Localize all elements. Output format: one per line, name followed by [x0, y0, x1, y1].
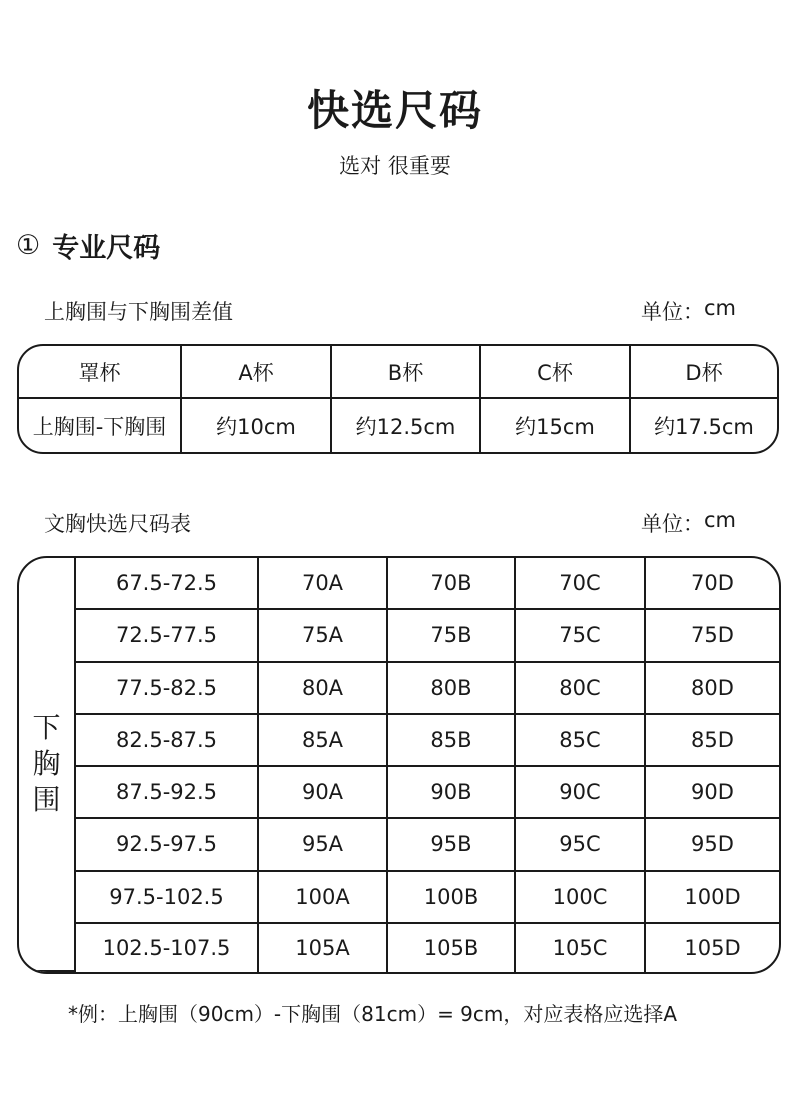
- size-cell: 100A: [259, 872, 388, 924]
- size-cell: 70C: [516, 558, 646, 610]
- size-cell: 100B: [388, 872, 516, 924]
- example-note: *例：上胸围（90cm）-下胸围（81cm）= 9cm，对应表格应选择A: [68, 1002, 678, 1026]
- header-cell: C杯: [481, 346, 631, 399]
- table-row: [19, 924, 779, 972]
- size-cell: 85A: [259, 715, 388, 767]
- size-cell: 80B: [388, 663, 516, 715]
- size-cell: 105B: [388, 924, 516, 972]
- size-cell: 95C: [516, 819, 646, 871]
- size-cell: 75A: [259, 610, 388, 662]
- cup-diff-label: 上胸围与下胸围差值: [44, 300, 233, 324]
- table-cell: 约15cm: [481, 399, 631, 452]
- table-cell: 约12.5cm: [332, 399, 481, 452]
- table-row: [19, 819, 779, 871]
- size-cell: 75B: [388, 610, 516, 662]
- size-cell: 95A: [259, 819, 388, 871]
- size-cell: 80D: [646, 663, 779, 715]
- size-cell: 95B: [388, 819, 516, 871]
- header-cell: D杯: [631, 346, 777, 399]
- size-chart-unit: [641, 508, 736, 538]
- size-cell: 70A: [259, 558, 388, 610]
- range-cell: 72.5-77.5: [76, 610, 259, 662]
- size-cell: 90D: [646, 767, 779, 819]
- size-cell: 85C: [516, 715, 646, 767]
- side-label-char: 下: [32, 711, 61, 744]
- table-header-row: [19, 346, 777, 399]
- underbust-side-label: [19, 558, 76, 972]
- range-cell: 82.5-87.5: [76, 715, 259, 767]
- size-cell: 70D: [646, 558, 779, 610]
- table-row: [19, 399, 777, 452]
- size-chart-table: [17, 556, 781, 974]
- section-heading-text: 专业尺码: [52, 233, 161, 264]
- range-cell: 77.5-82.5: [76, 663, 259, 715]
- size-cell: 70B: [388, 558, 516, 610]
- table-row: [19, 872, 779, 924]
- section-number: ①: [16, 230, 41, 261]
- table-row: [19, 663, 779, 715]
- cup-diff-label-row: [44, 296, 736, 326]
- size-cell: 90A: [259, 767, 388, 819]
- table-row: [19, 558, 779, 610]
- range-cell: 67.5-72.5: [76, 558, 259, 610]
- size-cell: 100D: [646, 872, 779, 924]
- size-cell: 80C: [516, 663, 646, 715]
- table-cell: 约10cm: [182, 399, 332, 452]
- size-chart-unit-value: cm: [703, 508, 736, 532]
- cup-diff-unit-value: cm: [703, 296, 736, 320]
- range-cell: 102.5-107.5: [76, 924, 259, 972]
- range-cell: 92.5-97.5: [76, 819, 259, 871]
- table-row: [19, 610, 779, 662]
- page-subtitle: 选对 很重要: [339, 154, 451, 178]
- table-row: [19, 715, 779, 767]
- table-row: [19, 767, 779, 819]
- cup-diff-unit: [641, 296, 736, 326]
- size-cell: 75C: [516, 610, 646, 662]
- header-cell: 罩杯: [19, 346, 182, 399]
- page-title: 快选尺码: [306, 86, 483, 135]
- size-cell: 105C: [516, 924, 646, 972]
- section-heading: [16, 226, 160, 265]
- header-cell: B杯: [332, 346, 481, 399]
- cup-diff-unit-label: 单位：: [640, 300, 704, 324]
- size-cell: 105A: [259, 924, 388, 972]
- range-cell: 97.5-102.5: [76, 872, 259, 924]
- size-cell: 90B: [388, 767, 516, 819]
- size-cell: 80A: [259, 663, 388, 715]
- table-cell: 上胸围-下胸围: [19, 399, 182, 452]
- header-cell: A杯: [182, 346, 332, 399]
- range-cell: 87.5-92.5: [76, 767, 259, 819]
- table-cell: 约17.5cm: [654, 414, 754, 439]
- size-cell: 75D: [646, 610, 779, 662]
- cup-diff-table: [17, 344, 779, 454]
- side-label-char: 胸: [32, 747, 61, 780]
- size-chart-label: 文胸快选尺码表: [44, 512, 191, 536]
- size-cell: 85D: [646, 715, 779, 767]
- size-cell: 95D: [646, 819, 779, 871]
- size-chart-label-row: [44, 508, 736, 538]
- size-cell: 85B: [388, 715, 516, 767]
- size-cell: 100C: [516, 872, 646, 924]
- size-cell: 105D: [684, 935, 741, 960]
- side-label-char: 围: [32, 783, 61, 816]
- size-chart-unit-label: 单位：: [640, 512, 704, 536]
- size-cell: 90C: [516, 767, 646, 819]
